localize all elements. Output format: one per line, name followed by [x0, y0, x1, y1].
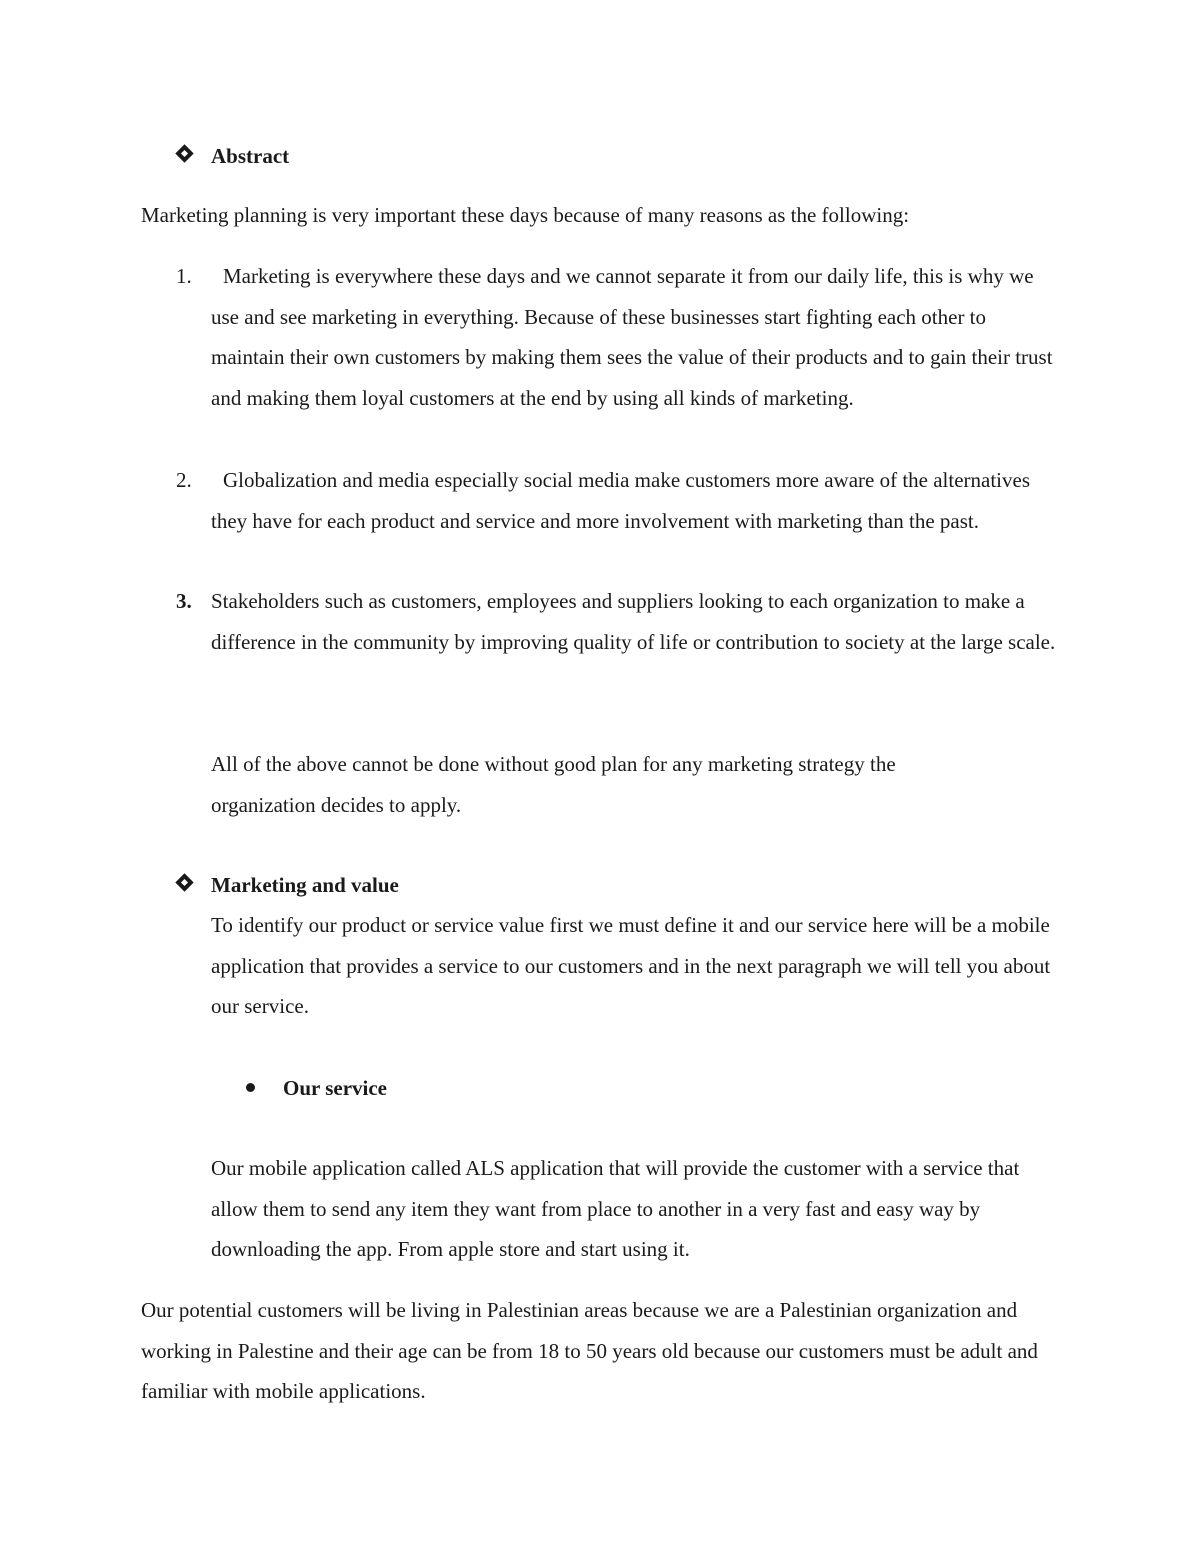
customers-paragraph: Our potential customers will be living in Palestinian areas because we are a Palestinian organization and working in Palestine and their age can be from 18 to 50 years old because our customers must be adult and familiar with mobile applications. [141, 1298, 1038, 1404]
abstract-intro: Marketing planning is very important these days because of many reasons as the following: [141, 203, 910, 227]
list-number-2: 2. [176, 468, 192, 492]
abstract-heading: Abstract [211, 144, 290, 168]
our-service-paragraph: Our mobile application called ALS application that will provide the customer with a service that allow them to send any item they want from place to another in a very fast and easy way by downloading the app. From apple store and start using it. [211, 1156, 1020, 1262]
list-number-1: 1. [176, 264, 192, 288]
list-number-3: 3. [176, 589, 192, 613]
marketing-value-heading: Marketing and value [211, 873, 399, 897]
diamond-bullet-icon [175, 144, 193, 162]
marketing-value-paragraph: To identify our product or service value first we must define it and our service here will be a mobile application that provides a service to our customers and in the next paragraph we will tell you about our service. [211, 913, 1051, 1019]
diamond-bullet-icon [175, 873, 193, 891]
list-item-1: Marketing is everywhere these days and we cannot separate it from our daily life, this is why we use and see marketing in everything. Because of these businesses start fighting each other to maintain their own customers by making them sees the value of their products and to gain their trust and making them loyal customers at the end by using all kinds of marketing. [211, 264, 1053, 410]
summary-paragraph: All of the above cannot be done without good plan for any marketing strategy the organization decides to apply. [211, 752, 896, 817]
round-bullet-icon [246, 1083, 255, 1092]
list-item-2: Globalization and media especially social media make customers more aware of the alternatives they have for each product and service and more involvement with marketing than the past. [211, 468, 1031, 533]
list-item-3: Stakeholders such as customers, employees and suppliers looking to each organization to make a difference in the community by improving quality of life or contribution to society at the large scale. [211, 589, 1056, 654]
our-service-heading: Our service [283, 1076, 387, 1100]
